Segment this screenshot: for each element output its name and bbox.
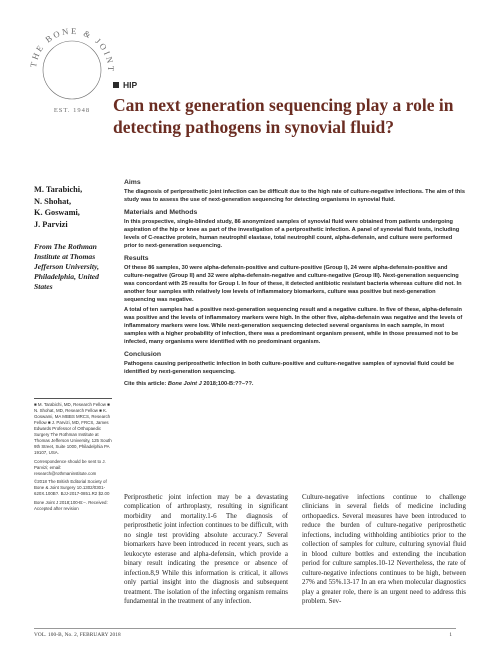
abstract xyxy=(124,178,466,388)
aims-heading: Aims xyxy=(124,179,141,186)
author: N. Shohat, xyxy=(34,196,72,206)
citation-prefix: Cite this article: xyxy=(124,380,168,387)
citation-journal: Bone Joint J xyxy=(167,380,202,387)
copyright: ©2018 The British Editorial Society of Bone & Joint Surgery 10.1302/0301-620X.100B?. BJJ-2017-0851.R2 $2.00 xyxy=(34,479,110,496)
square-bullet-icon xyxy=(113,82,119,88)
author-details: ■ M. Tarabichi, MD, Research Fellow ■ N. Shohat, MD, Research Fellow ■ K. Goswami, MA MBBS MRCS, Research Fellow ■ J. Parvizi, MD, FRCS, James Edwards Professor of Orthopaedic Surgery The Rothman Institute at Thomas Jefferson University, 125 South 9th Street, Suite 1000, Philadelphia PA 19107, USA. xyxy=(34,402,112,455)
aims-text: The diagnosis of periprosthetic joint infection can be difficult due to the high rate of culture-negative infections. The aim of this study was to assess the use of next-generation sequencing for detecting organisms in synovial fluid. xyxy=(124,189,465,204)
divider xyxy=(34,398,112,399)
author-list xyxy=(34,184,82,230)
conclusion-heading: Conclusion xyxy=(124,350,162,358)
conclusion-text: Pathogens causing periprosthetic infection in both culture-positive and culture-negative samples of synovial fluid could be identified by next-generation sequencing. xyxy=(124,360,455,375)
body-text xyxy=(124,493,466,606)
results-text-continued: A total of ten samples had a positive next-generation sequencing result and a negative culture. In five of these, alpha-defensin was positive and the levels of inflammatory markers were high. In the other five, alpha-defensin was negative and the levels of inflammatory markers were low. While next-generation sequencing detected several organisms in each sample, in most samples with a higher probability of infection, there was a predominant organism present, while in those presumed not to be infected, many organisms were identified with no predominant organism. xyxy=(124,306,463,345)
correspondence: Correspondence should be sent to J. Parvizi; email: research@rothmaninstitute.com xyxy=(34,458,106,476)
author: J. Parvizi xyxy=(34,219,68,229)
svg-text:THE BONE & JOINT JOURNAL: THE BONE & JOINT xyxy=(27,25,117,74)
author: K. Goswami, xyxy=(34,208,80,217)
svg-text:EST. 1948: EST. 1948 xyxy=(53,107,91,114)
body-column-left: Periprosthetic joint infection may be a devastating complication of arthroplasty, resulting in significant morbidity and mortality.1-6 The diagnosis of periprosthetic joint infection continues to be difficult, with no single test providing absolute accuracy.7 Several biomarkers have been introduced in recent years, such as leukocyte esterase and alpha-defensin, which provide a binary result indicating the presence or absence of infection.8,9 While this information is critical, it allows only partial insight into the diagnosis and subsequent treatment. The isolation of the infecting organism remains fundamental in the treatment of any infection. xyxy=(124,493,288,605)
author-sidenote xyxy=(34,398,112,514)
journal-seal-icon xyxy=(22,20,122,120)
citation-details: 2018;100-B:??–??. xyxy=(201,380,254,387)
page-number: 1 xyxy=(449,632,452,638)
results-text: Of these 86 samples, 30 were alpha-defensin-positive and culture-positive (Group I), 24 were alpha-defensin-positive and culture-negative (Group II) and 32 were alpha-defensin-negative and culture-negative (Group III). Next-generation sequencing was concordant with 25 results for Group I. In four of these, it detected antibiotic resistant bacteria whereas culture did not. In another four samples with relatively low levels of inflammatory biomarkers, culture was positive but next-generation sequencing was negative. xyxy=(124,265,462,304)
footer-divider xyxy=(34,628,456,629)
author: M. Tarabichi, xyxy=(34,185,83,194)
section-tag xyxy=(113,80,137,90)
affiliation: From The Rothman Institute at Thomas Jefferson University, Philadelphia, United States xyxy=(34,242,99,291)
footer-issue: VOL. 100-B, No. 2, FEBRUARY 2018 xyxy=(34,632,121,638)
journal-info: Bone Joint J 2018;100-B:–. Received: Accepted after revision xyxy=(34,499,108,511)
body-column-right: Culture-negative infections continue to challenge clinicians in several fields of medicine including orthopaedics. Several measures have been introduced to reduce the burden of culture-negative periprosthetic infections, including withholding antibiotics prior to the collection of samples for culture, culturing synovial fluid in blood culture bottles and extending the incubation period for culture samples.10-12 Nevertheless, the rate of culture-negative infections continues to be high, between 27% and 55%.13-17 In an era when molecular diagnostics play a greater role, there is an urgent need to address this problem. Sev- xyxy=(302,493,466,605)
methods-text: In this prospective, single-blinded study, 86 anonymized samples of synovial fluid were obtained from patients undergoing aspiration of the hip or knee as part of the investigation of a periprosthetic infection. A panel of synovial fluid tests, including levels of C-reactive protein, human neutrophil elastase, total neutrophil count, alpha-defensin, and culture were performed prior to next-generation sequencing. xyxy=(124,219,460,250)
citation xyxy=(124,380,466,388)
section-label: HIP xyxy=(123,80,138,90)
results-heading: Results xyxy=(124,255,149,263)
methods-heading: Materials and Methods xyxy=(124,209,198,217)
journal-logo xyxy=(22,20,122,120)
article-title: Can next generation sequencing play a role in detecting pathogens in synovial fluid? xyxy=(113,95,454,137)
